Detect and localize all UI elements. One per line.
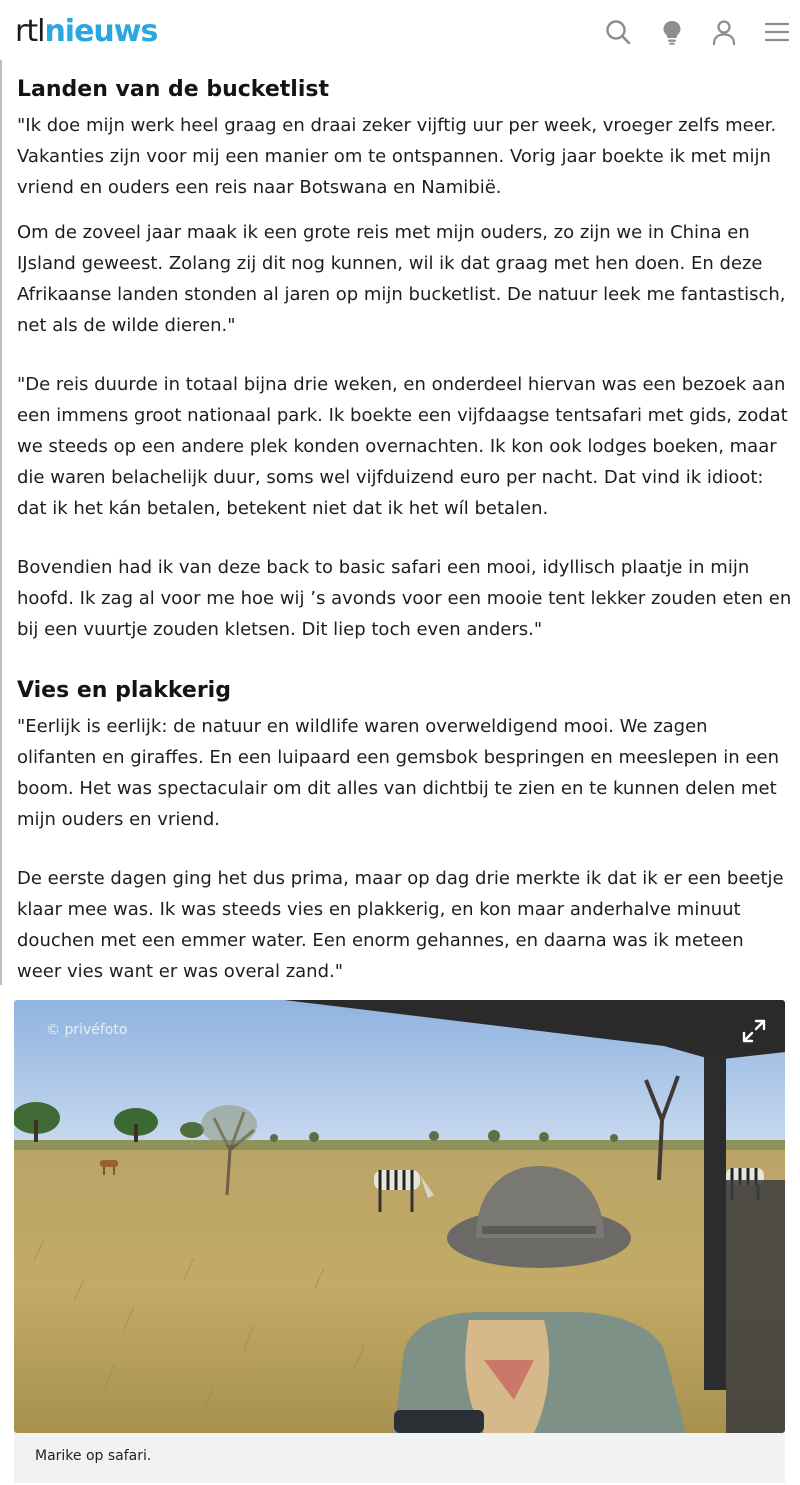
article-paragraph: "Eerlijk is eerlijk: de natuur en wildlife waren overweldigend mooi. We zagen olifanten en giraffes. En een luipaard een gemsbok bespringen en meeslepen in een boom. Het was spectaculair om dit alles van dichtbij te zien en te kunnen delen met mijn ouders en vriend.	[17, 716, 779, 830]
photo-caption-box	[14, 1433, 785, 1483]
logo-nieuws: nieuws	[44, 14, 158, 49]
logo-rtl: rtl	[15, 14, 45, 49]
article-body	[17, 70, 792, 1001]
article-paragraph: Om de zoveel jaar maak ik een grote reis met mijn ouders, zo zijn we in China en IJsland geweest. Zolang zij dit nog kunnen, wil ik dat graag met hen doen. En deze Afrikaanse landen stonden al jaren op mijn bucketlist. De natuur leek me fantastisch, net als de wilde dieren."	[17, 222, 786, 336]
article-paragraph: De eerste dagen ging het dus prima, maar op dag drie merkte ik dat ik er een beetje klaar mee was. Ik was steeds vies en plakkerig, en kon maar anderhalve minuut douchen met een emmer water. Een enorm gehannes, en daarna was ik meteen weer vies want er was overal zand."	[17, 868, 784, 982]
lightbulb-icon[interactable]	[658, 18, 688, 48]
article-figure	[14, 1000, 785, 1482]
photo-caption: Marike op safari.	[35, 1448, 152, 1464]
expand-icon[interactable]	[741, 1018, 767, 1044]
user-icon[interactable]	[710, 18, 740, 48]
search-icon[interactable]	[604, 18, 634, 48]
site-header	[0, 0, 800, 64]
hamburger-menu-icon[interactable]	[763, 18, 793, 48]
article-paragraph: "De reis duurde in totaal bijna drie weken, en onderdeel hiervan was een bezoek aan een immens groot nationaal park. Ik boekte een vijfdaagse tentsafari met gids, zodat we steeds op een andere plek konden overnachten. Ik kon ook lodges boeken, maar die waren belachelijk duur, soms wel vijfduizend euro per nacht. Dat vind ik idioot: dat ik het kán betalen, betekent niet dat ik het wíl betalen.	[17, 374, 788, 519]
section-heading-vies-en-plakkerig: Vies en plakkerig	[17, 678, 231, 703]
article-paragraph: "Ik doe mijn werk heel graag en draai zeker vijftig uur per week, vroeger zelfs meer. Vakanties zijn voor mij een manier om te ontspannen. Vorig jaar boekte ik met mijn vriend en ouders een reis naar Botswana en Namibië.	[17, 115, 777, 198]
section-heading-bucketlist: Landen van de bucketlist	[17, 77, 329, 102]
article-paragraph: Bovendien had ik van deze back to basic safari een mooi, idyllisch plaatje in mijn hoofd. Ik zag al voor me hoe wij ’s avonds voor een mooie tent lekker zouden eten en bij een vuurtje zouden kletsen. Dit liep toch even anders."	[17, 557, 792, 640]
rtl-nieuws-logo[interactable]	[15, 12, 157, 52]
page-left-edge	[0, 60, 2, 985]
photo-credit: © privéfoto	[46, 1022, 128, 1038]
safari-photo[interactable]	[14, 1000, 785, 1433]
